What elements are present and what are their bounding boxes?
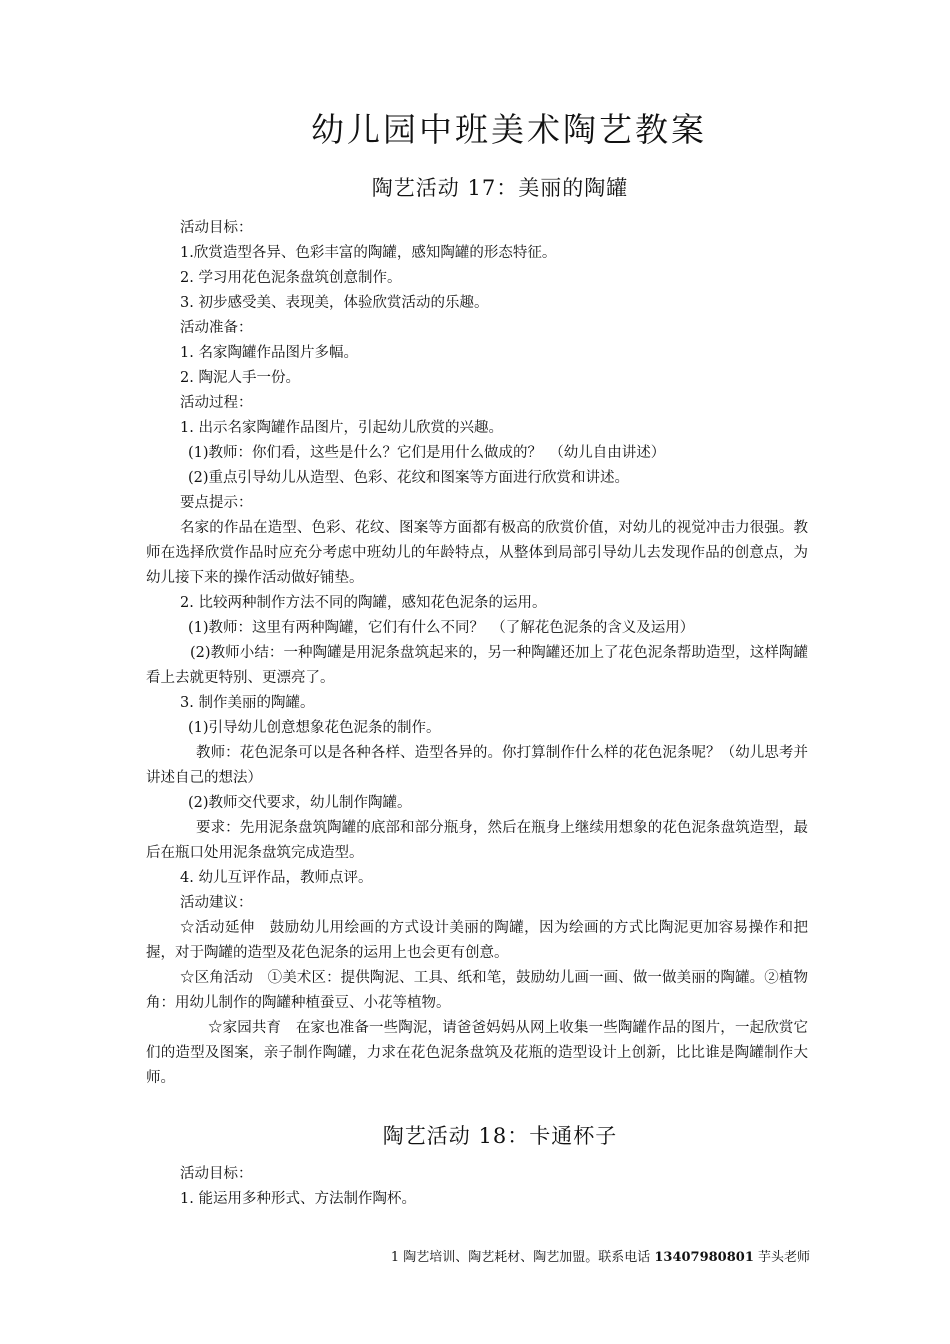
page-footer bbox=[350, 1246, 810, 1265]
section-17-heading: 陶艺活动 17：美丽的陶罐 bbox=[371, 176, 629, 200]
paragraph: 3. 制作美丽的陶罐。 bbox=[180, 695, 315, 711]
footer-contact: 芋头老师 bbox=[753, 1250, 810, 1265]
paragraph: 1. 名家陶罐作品图片多幅。 bbox=[180, 345, 358, 361]
paragraph: 活动目标： bbox=[180, 1166, 253, 1182]
paragraph: 1. 出示名家陶罐作品图片，引起幼儿欣赏的兴趣。 bbox=[180, 420, 503, 436]
paragraph: 活动过程： bbox=[180, 395, 253, 411]
paragraph: ☆区角活动 ①美术区：提供陶泥、工具、纸和笔，鼓励幼儿画一画、做一做美丽的陶罐。②植物角：用幼儿制作的陶罐种植蚕豆、小花等植物。 bbox=[146, 970, 808, 1011]
paragraph: ☆家园共育 在家也准备一些陶泥，请爸爸妈妈从网上收集一些陶罐作品的图片，一起欣赏它们的造型及图案，亲子制作陶罐，力求在花色泥条盘筑及花瓶的造型设计上创新，比比谁是陶罐制作大师。 bbox=[146, 1020, 808, 1086]
paragraph: (1)引导幼儿创意想象花色泥条的制作。 bbox=[188, 720, 441, 736]
footer-text: 1 陶艺培训、陶艺耗材、陶艺加盟。联系电话 bbox=[390, 1250, 655, 1265]
paragraph: (2)教师小结：一种陶罐是用泥条盘筑起来的，另一种陶罐还加上了花色泥条帮助造型，这样陶罐看上去就更特别、更漂亮了。 bbox=[146, 645, 808, 686]
paragraph: (2)教师交代要求，幼儿制作陶罐。 bbox=[188, 795, 412, 811]
section-17-body bbox=[146, 216, 808, 1091]
document-title: 幼儿园中班美术陶艺教案 bbox=[311, 110, 707, 149]
paragraph: 1. 能运用多种形式、方法制作陶杯。 bbox=[180, 1191, 416, 1207]
paragraph: 1.欣赏造型各异、色彩丰富的陶罐，感知陶罐的形态特征。 bbox=[180, 245, 557, 261]
paragraph: 教师：花色泥条可以是各种各样、造型各异的。你打算制作什么样的花色泥条呢？（幼儿思考并讲述自己的想法） bbox=[146, 745, 808, 786]
paragraph: 2. 陶泥人手一份。 bbox=[180, 370, 300, 386]
paragraph: ☆活动延伸 鼓励幼儿用绘画的方式设计美丽的陶罐，因为绘画的方式比陶泥更加容易操作和把握，对于陶罐的造型及花色泥条的运用上也会更有创意。 bbox=[146, 920, 808, 961]
footer-phone: 13407980801 bbox=[654, 1250, 754, 1265]
paragraph: (1)教师：这里有两种陶罐，它们有什么不同？ （了解花色泥条的含义及运用） bbox=[188, 620, 695, 636]
paragraph: (1)教师：你们看，这些是什么？它们是用什么做成的？ （幼儿自由讲述） bbox=[188, 445, 666, 461]
paragraph: 活动建议： bbox=[180, 895, 253, 911]
paragraph: 要点提示： bbox=[180, 495, 253, 511]
paragraph: 要求：先用泥条盘筑陶罐的底部和部分瓶身，然后在瓶身上继续用想象的花色泥条盘筑造型，最后在瓶口处用泥条盘筑完成造型。 bbox=[146, 820, 808, 861]
paragraph: 3. 初步感受美、表现美，体验欣赏活动的乐趣。 bbox=[180, 295, 489, 311]
paragraph: 名家的作品在造型、色彩、花纹、图案等方面都有极高的欣赏价值，对幼儿的视觉冲击力很强。教师在选择欣赏作品时应充分考虑中班幼儿的年龄特点，从整体到局部引导幼儿去发现作品的创意点，为幼儿接下来的操作活动做好铺垫。 bbox=[146, 520, 808, 586]
section-18-body bbox=[146, 1162, 808, 1212]
paragraph: 4. 幼儿互评作品，教师点评。 bbox=[180, 870, 373, 886]
section-18-heading: 陶艺活动 18：卡通杯子 bbox=[382, 1124, 618, 1148]
paragraph: 活动目标： bbox=[180, 220, 253, 236]
paragraph: 2. 比较两种制作方法不同的陶罐，感知花色泥条的运用。 bbox=[180, 595, 547, 611]
paragraph: 活动准备： bbox=[180, 320, 253, 336]
paragraph: 2. 学习用花色泥条盘筑创意制作。 bbox=[180, 270, 402, 286]
paragraph: (2)重点引导幼儿从造型、色彩、花纹和图案等方面进行欣赏和讲述。 bbox=[188, 470, 630, 486]
